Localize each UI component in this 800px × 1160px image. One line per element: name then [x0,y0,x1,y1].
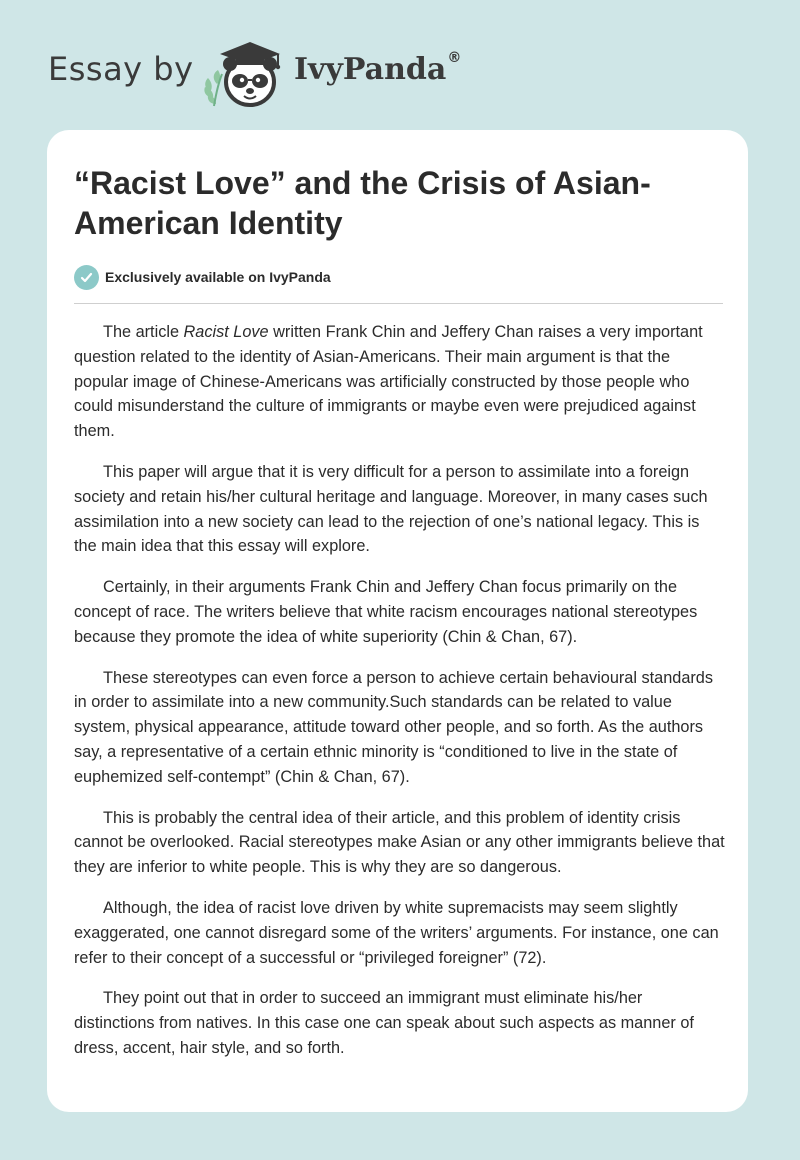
exclusive-badge [74,264,331,290]
essay-body [74,320,726,1077]
site-header [0,0,800,120]
paragraph: This is probably the central idea of their article, and this problem of identity crisis cannot be overlooked. Racial stereotypes make Asian or any other immigrants believe that they are inferior to white people. This is why they are so dangerous. [74,808,725,877]
divider [74,303,723,304]
registered-mark: ® [447,50,462,66]
brand-label: IvyPanda [294,52,447,87]
article-title-italic: Racist Love [183,323,269,341]
brand-name[interactable] [294,52,461,87]
paragraph-text: written Frank Chin and Jeffery Chan raises a very important question related to the identity of Asian-Americans. Their main argument is that the popular image of Chinese-Americans was artificially constructed by those people who could misunderstand the culture of immigrants or maybe even were prejudiced against them. [74,323,703,441]
essay-title: “Racist Love” and the Crisis of Asian-American Identity [74,165,651,241]
paragraph [74,320,726,444]
essay-card [47,130,748,1112]
panda-graduate-icon[interactable] [200,34,292,110]
essay-by-label: Essay by [48,50,194,88]
exclusive-label: Exclusively available on IvyPanda [105,269,331,285]
paragraph: Certainly, in their arguments Frank Chin and Jeffery Chan focus primarily on the concept of race. The writers believe that white racism encourages national stereotypes because they promote the idea of white superiority (Chin & Chan, 67). [74,578,698,646]
check-icon [74,265,99,290]
paragraph: This paper will argue that it is very difficult for a person to assimilate into a foreign society and retain his/her cultural heritage and language. Moreover, in many cases such assimilation into a new society can lead to the rejection of one’s national legacy. This is the main idea that this essay will explore. [74,462,708,556]
paragraph: Although, the idea of racist love driven by white supremacists may seem slightly exaggerated, one cannot disregard some of the writers’ arguments. For instance, one can refer to their concept of a successful or “privileged foreigner” (72). [74,898,719,967]
paragraph: They point out that in order to succeed an immigrant must eliminate his/her distinctions from natives. In this case one can speak about such aspects as manner of dress, accent, hair style, and so forth. [74,989,694,1057]
paragraph-text: The article [103,323,184,341]
paragraph: These stereotypes can even force a person to achieve certain behavioural standards in order to assimilate into a new community.Such standards can be related to value system, physical appearance, attitude toward other people, and so forth. As the authors say, a representative of a certain ethnic minority is “conditioned to live in the state of euphemized self-contempt” (Chin & Chan, 67). [74,668,714,786]
